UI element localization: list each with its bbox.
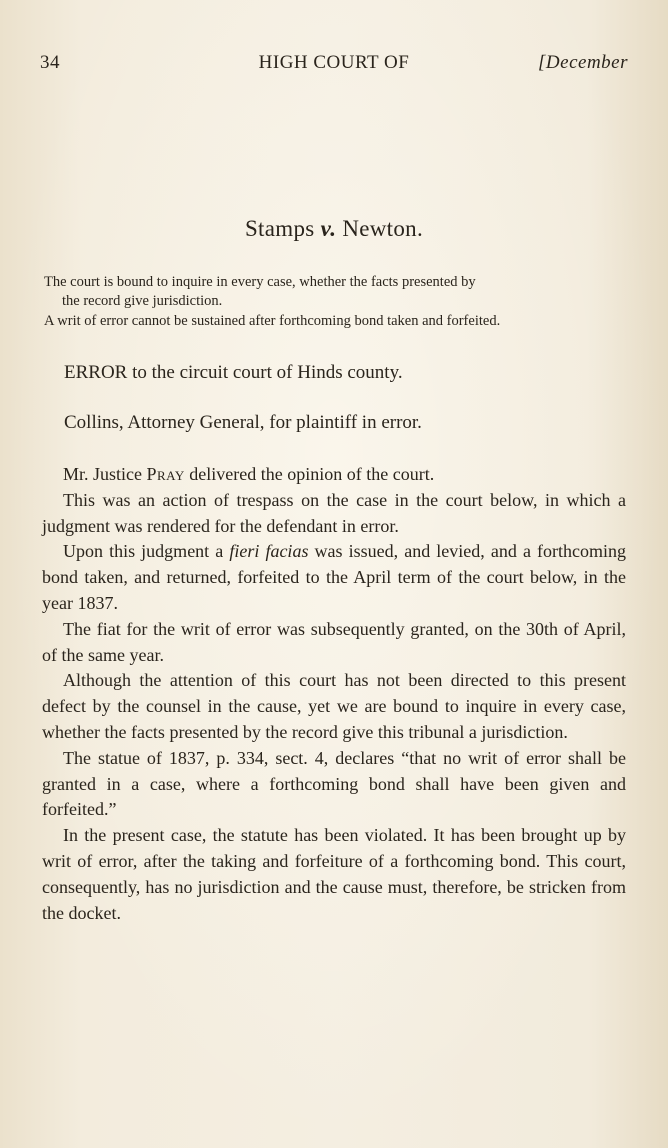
case-plaintiff: Stamps [244, 216, 315, 241]
error-line: ERROR to the circuit court of Hinds county. [64, 362, 403, 383]
running-head [40, 52, 628, 78]
case-defendant: Newton. [342, 216, 424, 241]
text-run: was issued, and levied, and a forthcoming bond taken, and returned, forfeited to the April term of the court below, in the year 1837. [42, 541, 627, 613]
headnote [44, 312, 628, 331]
case-title [0, 216, 668, 242]
case-versus: v. [320, 216, 337, 241]
opinion-paragraph: This was an action of trespass on the case in the court below, in which a judgment was rendered for the defendant in error. [42, 489, 626, 536]
opinion-paragraph: The fiat for the writ of error was subsequently granted, on the 30th of April, of the same year. [42, 618, 626, 665]
opinion-paragraph: The statue of 1837, p. 334, sect. 4, declares “that no writ of error shall be granted in a case, where a forthcoming bond shall have been given and forfeited.” [42, 747, 626, 820]
judge-name: Pray [146, 464, 185, 484]
running-head-date: [December [538, 52, 628, 73]
text-run: delivered the opinion of the court. [184, 464, 435, 484]
opinion-paragraph: In the present case, the statute has been violated. It has been brought up by writ of error, after the taking and forfeiture of a forthcoming bond. This court, consequently, has no jurisdiction and the cause must, therefore, be stricken from the docket. [42, 825, 626, 923]
opinion-paragraph [42, 539, 626, 616]
text-run: Mr. Justice [63, 464, 147, 484]
counsel-line: Collins, Attorney General, for plaintiff in error. [64, 412, 422, 433]
opinion-paragraph: Although the attention of this court has not been directed to this present defect by the counsel in the cause, yet we are bound to inquire in every case, whether the facts presented by the record give this tribunal a jurisdiction. [42, 670, 626, 742]
opinion-paragraph [42, 462, 626, 488]
text-run: Upon this judgment a [63, 541, 230, 562]
headnote-first-line: The court is bound to inquire in every case, whether the facts presented by [44, 274, 476, 290]
latin-term: fieri facias [229, 541, 309, 562]
headnotes [44, 273, 628, 332]
opinion-text [42, 462, 626, 926]
page-number: 34 [40, 52, 60, 73]
headnote [44, 273, 628, 311]
headnote-first-line: A writ of error cannot be sustained after forthcoming bond taken and forfeited. [44, 313, 501, 329]
running-head-title: HIGH COURT OF [258, 52, 410, 73]
headnote-continuation: the record give jurisdiction. [62, 293, 223, 309]
